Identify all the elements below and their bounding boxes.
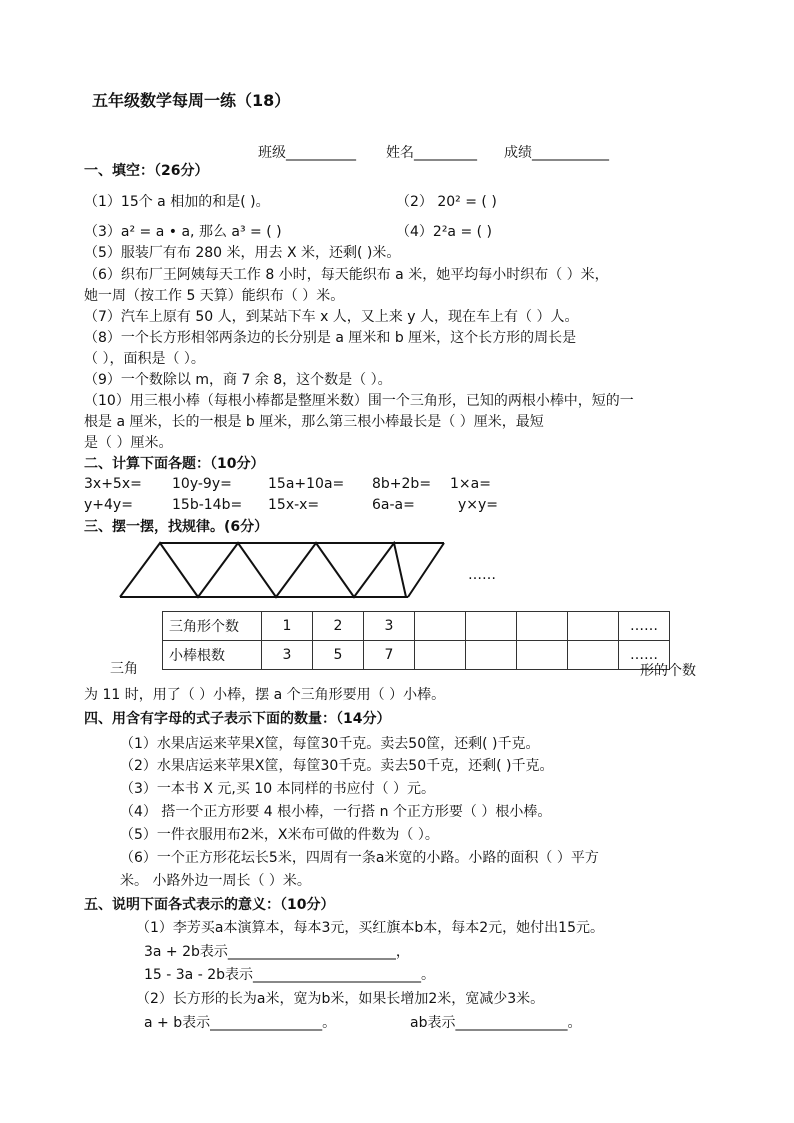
question-4-5: （5）一件衣服用布2米，X米布可做的件数为（ ）。	[120, 827, 439, 843]
table-cell: ……	[619, 641, 670, 670]
question-5-2: （2）长方形的长为a米，宽为b米，如果长增加2米，宽减少3米。	[136, 991, 545, 1007]
calc-2-3: 15x-x=	[268, 497, 320, 513]
table-cell[interactable]	[415, 612, 466, 641]
page-title: 五年级数学每周一练（18）	[92, 91, 291, 110]
score-field[interactable]: 成绩___________	[504, 145, 609, 161]
table-cell: 5	[313, 641, 364, 670]
question-4-1: （1）水果店运来苹果X筐，每筐30千克。卖去50筐，还剩( )千克。	[120, 736, 540, 752]
table-cell[interactable]	[466, 612, 517, 641]
question-3-right-word: 形的个数	[640, 663, 696, 679]
table-cell: 7	[364, 641, 415, 670]
question-1-10b: 根是 a 厘米，长的一根是 b 厘米，那么第三根小棒最长是（ ）厘米，最短	[84, 414, 544, 430]
question-1-4: （4）2²a = ( )	[396, 224, 493, 240]
section-3-heading: 三、摆一摆，找规律。(6分）	[84, 519, 269, 535]
question-1-10a: （10）用三根小棒（每根小棒都是整厘米数）围一个三角形，已知的两根小棒中，短的一	[84, 393, 634, 409]
calc-1-5: 1×a=	[450, 476, 491, 492]
table-row	[163, 641, 670, 670]
table-row	[163, 612, 670, 641]
pattern-table	[162, 611, 670, 670]
section-5-heading: 五、说明下面各式表示的意义：（10分）	[84, 897, 335, 913]
question-1-8b: （ ），面积是（ ）。	[84, 351, 205, 367]
table-cell[interactable]	[466, 641, 517, 670]
table-cell: ……	[619, 612, 670, 641]
table-cell: 3	[364, 612, 415, 641]
table-cell: 2	[313, 612, 364, 641]
expression-5-1b[interactable]: 15 - 3a - 2b表示________________________。	[144, 967, 435, 983]
table-cell[interactable]	[568, 641, 619, 670]
question-3-left-word: 三角	[110, 661, 138, 677]
question-1-7: （7）汽车上原有 50 人，到某站下车 x 人，又上来 y 人，现在车上有（ ）人。	[84, 309, 579, 325]
calc-1-2: 10y-9y=	[172, 476, 232, 492]
question-1-8a: （8）一个长方形相邻两条边的长分别是 a 厘米和 b 厘米，这个长方形的周长是	[84, 330, 577, 346]
table-cell[interactable]	[517, 612, 568, 641]
table-cell: 3	[262, 641, 313, 670]
question-4-3: （3）一本书 X 元,买 10 本同样的书应付（ ）元。	[120, 781, 436, 797]
calc-2-4: 6a-a=	[372, 497, 415, 513]
calc-1-4: 8b+2b=	[372, 476, 432, 492]
table-cell: 三角形个数	[163, 612, 262, 641]
expression-5-2a[interactable]: a + b表示________________。	[144, 1015, 337, 1031]
name-field[interactable]: 姓名_________	[386, 145, 477, 161]
table-cell[interactable]	[517, 641, 568, 670]
question-4-6b: 米。 小路外边一周长（ ）米。	[120, 873, 311, 889]
section-2-heading: 二、计算下面各题：（10分）	[84, 456, 265, 472]
question-1-2: （2） 20² = ( )	[396, 194, 497, 210]
question-1-9: （9）一个数除以 m，商 7 余 8，这个数是（ ）。	[84, 372, 392, 388]
expression-5-1a[interactable]: 3a + 2b表示________________________，	[144, 944, 410, 960]
table-cell[interactable]	[415, 641, 466, 670]
question-1-6b: 她一周（按工作 5 天算）能织布（ ）米。	[84, 288, 345, 304]
question-1-1: （1）15个 a 相加的和是( )。	[84, 194, 270, 210]
section-1-heading: 一、填空：（26分）	[84, 163, 209, 179]
question-4-2: （2）水果店运来苹果X筐，每筐30千克。卖去50千克，还剩( )千克。	[120, 758, 554, 774]
table-cell[interactable]	[568, 612, 619, 641]
question-4-6a: （6）一个正方形花坛长5米，四周有一条a米宽的小路。小路的面积（ ）平方	[120, 850, 599, 866]
question-3-continuation: 为 11 时，用了（ ）小棒，摆 a 个三角形要用（ ）小棒。	[84, 687, 446, 703]
question-5-1: （1）李芳买a本演算本，每本3元，买红旗本b本，每本2元，她付出15元。	[136, 920, 605, 936]
question-1-10c: 是（ ）厘米。	[84, 435, 173, 451]
calc-1-3: 15a+10a=	[268, 476, 345, 492]
question-4-4: （4） 搭一个正方形要 4 根小棒，一行搭 n 个正方形要（ ）根小棒。	[120, 804, 552, 820]
expression-5-2b[interactable]: ab表示________________。	[410, 1015, 582, 1031]
calc-2-5: y×y=	[458, 497, 499, 513]
pattern-ellipsis: ……	[468, 567, 496, 583]
class-field[interactable]: 班级__________	[258, 145, 356, 161]
calc-2-2: 15b-14b=	[172, 497, 243, 513]
question-1-5: （5）服装厂有布 280 米，用去 X 米，还剩( )米。	[84, 245, 401, 261]
section-4-heading: 四、用含有字母的式子表示下面的数量：（14分）	[84, 711, 391, 727]
triangle-pattern	[118, 541, 448, 601]
table-cell: 1	[262, 612, 313, 641]
calc-2-1: y+4y=	[84, 497, 133, 513]
calc-1-1: 3x+5x=	[84, 476, 142, 492]
table-cell: 小棒根数	[163, 641, 262, 670]
question-1-3: （3）a² = a • a, 那么 a³ = ( )	[84, 224, 282, 240]
question-1-6a: （6）织布厂王阿姨每天工作 8 小时，每天能织布 a 米，她平均每小时织布（ ）米，	[84, 267, 609, 283]
